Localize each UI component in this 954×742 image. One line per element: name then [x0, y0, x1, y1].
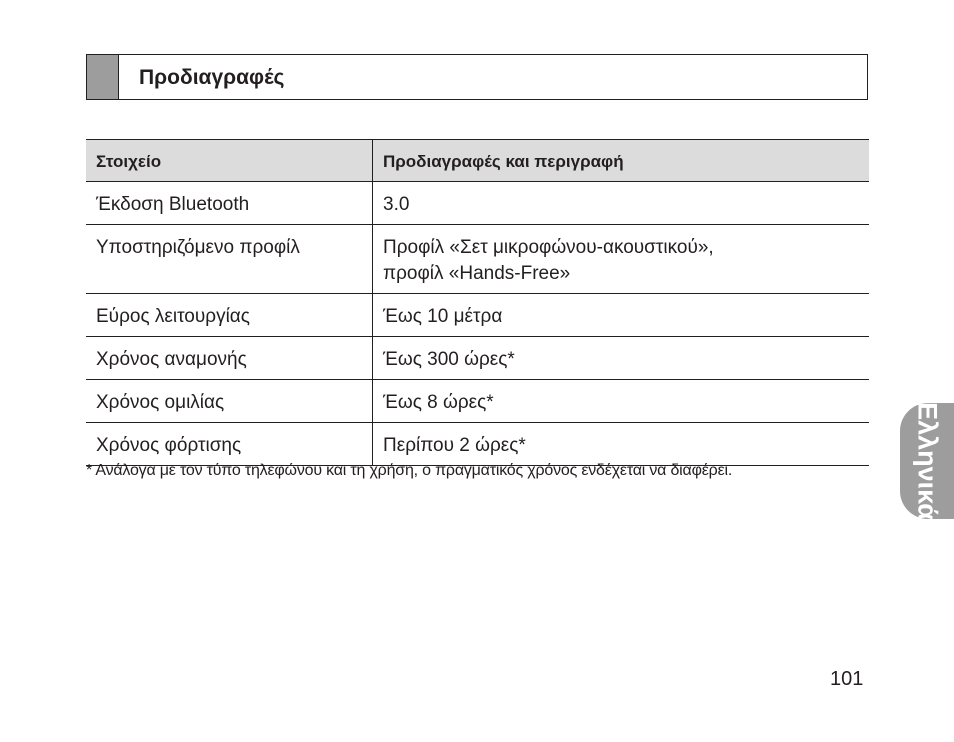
section-header: [86, 54, 868, 100]
row-value: Έως 300 ώρες*: [383, 349, 515, 370]
footnote: * Ανάλογα με τον τύπο τηλεφώνου και τη χρήση, ο πραγματικός χρόνος ενδέχεται να διαφέρει.: [86, 462, 733, 479]
row-value: 3.0: [383, 194, 410, 215]
section-title: Προδιαγραφές: [139, 66, 285, 89]
column-header-item: Στοιχείο: [86, 140, 373, 182]
language-side-tab: [900, 403, 954, 519]
table-row: [86, 294, 869, 337]
row-value: [373, 225, 870, 294]
page-number: 101: [830, 668, 864, 690]
row-item: Υποστηριζόμενο προφίλ: [86, 225, 373, 294]
row-item: Εύρος λειτουργίας: [86, 294, 373, 337]
row-item: Χρόνος αναμονής: [86, 337, 373, 380]
table-header-row: [86, 140, 869, 182]
table-row: [86, 337, 869, 380]
row-value: Έως 8 ώρες*: [383, 392, 494, 413]
row-value: Έως 10 μέτρα: [383, 306, 503, 327]
row-value-line: Προφίλ «Σετ μικροφώνου-ακουστικού»,: [383, 237, 714, 258]
section-header-block: [87, 55, 119, 99]
row-item: Χρόνος φόρτισης: [86, 423, 373, 466]
column-header-spec: Προδιαγραφές και περιγραφή: [383, 152, 624, 171]
row-value-line: προφίλ «Hands-Free»: [383, 263, 571, 284]
table-row: [86, 380, 869, 423]
table-row: [86, 182, 869, 225]
specifications-table: [86, 139, 869, 466]
row-value: Περίπου 2 ώρες*: [383, 435, 526, 456]
row-item: Χρόνος ομιλίας: [86, 380, 373, 423]
table-row: [86, 225, 869, 294]
row-item: Έκδοση Bluetooth: [86, 182, 373, 225]
language-side-tab-label: Ελληνικά: [912, 402, 943, 520]
